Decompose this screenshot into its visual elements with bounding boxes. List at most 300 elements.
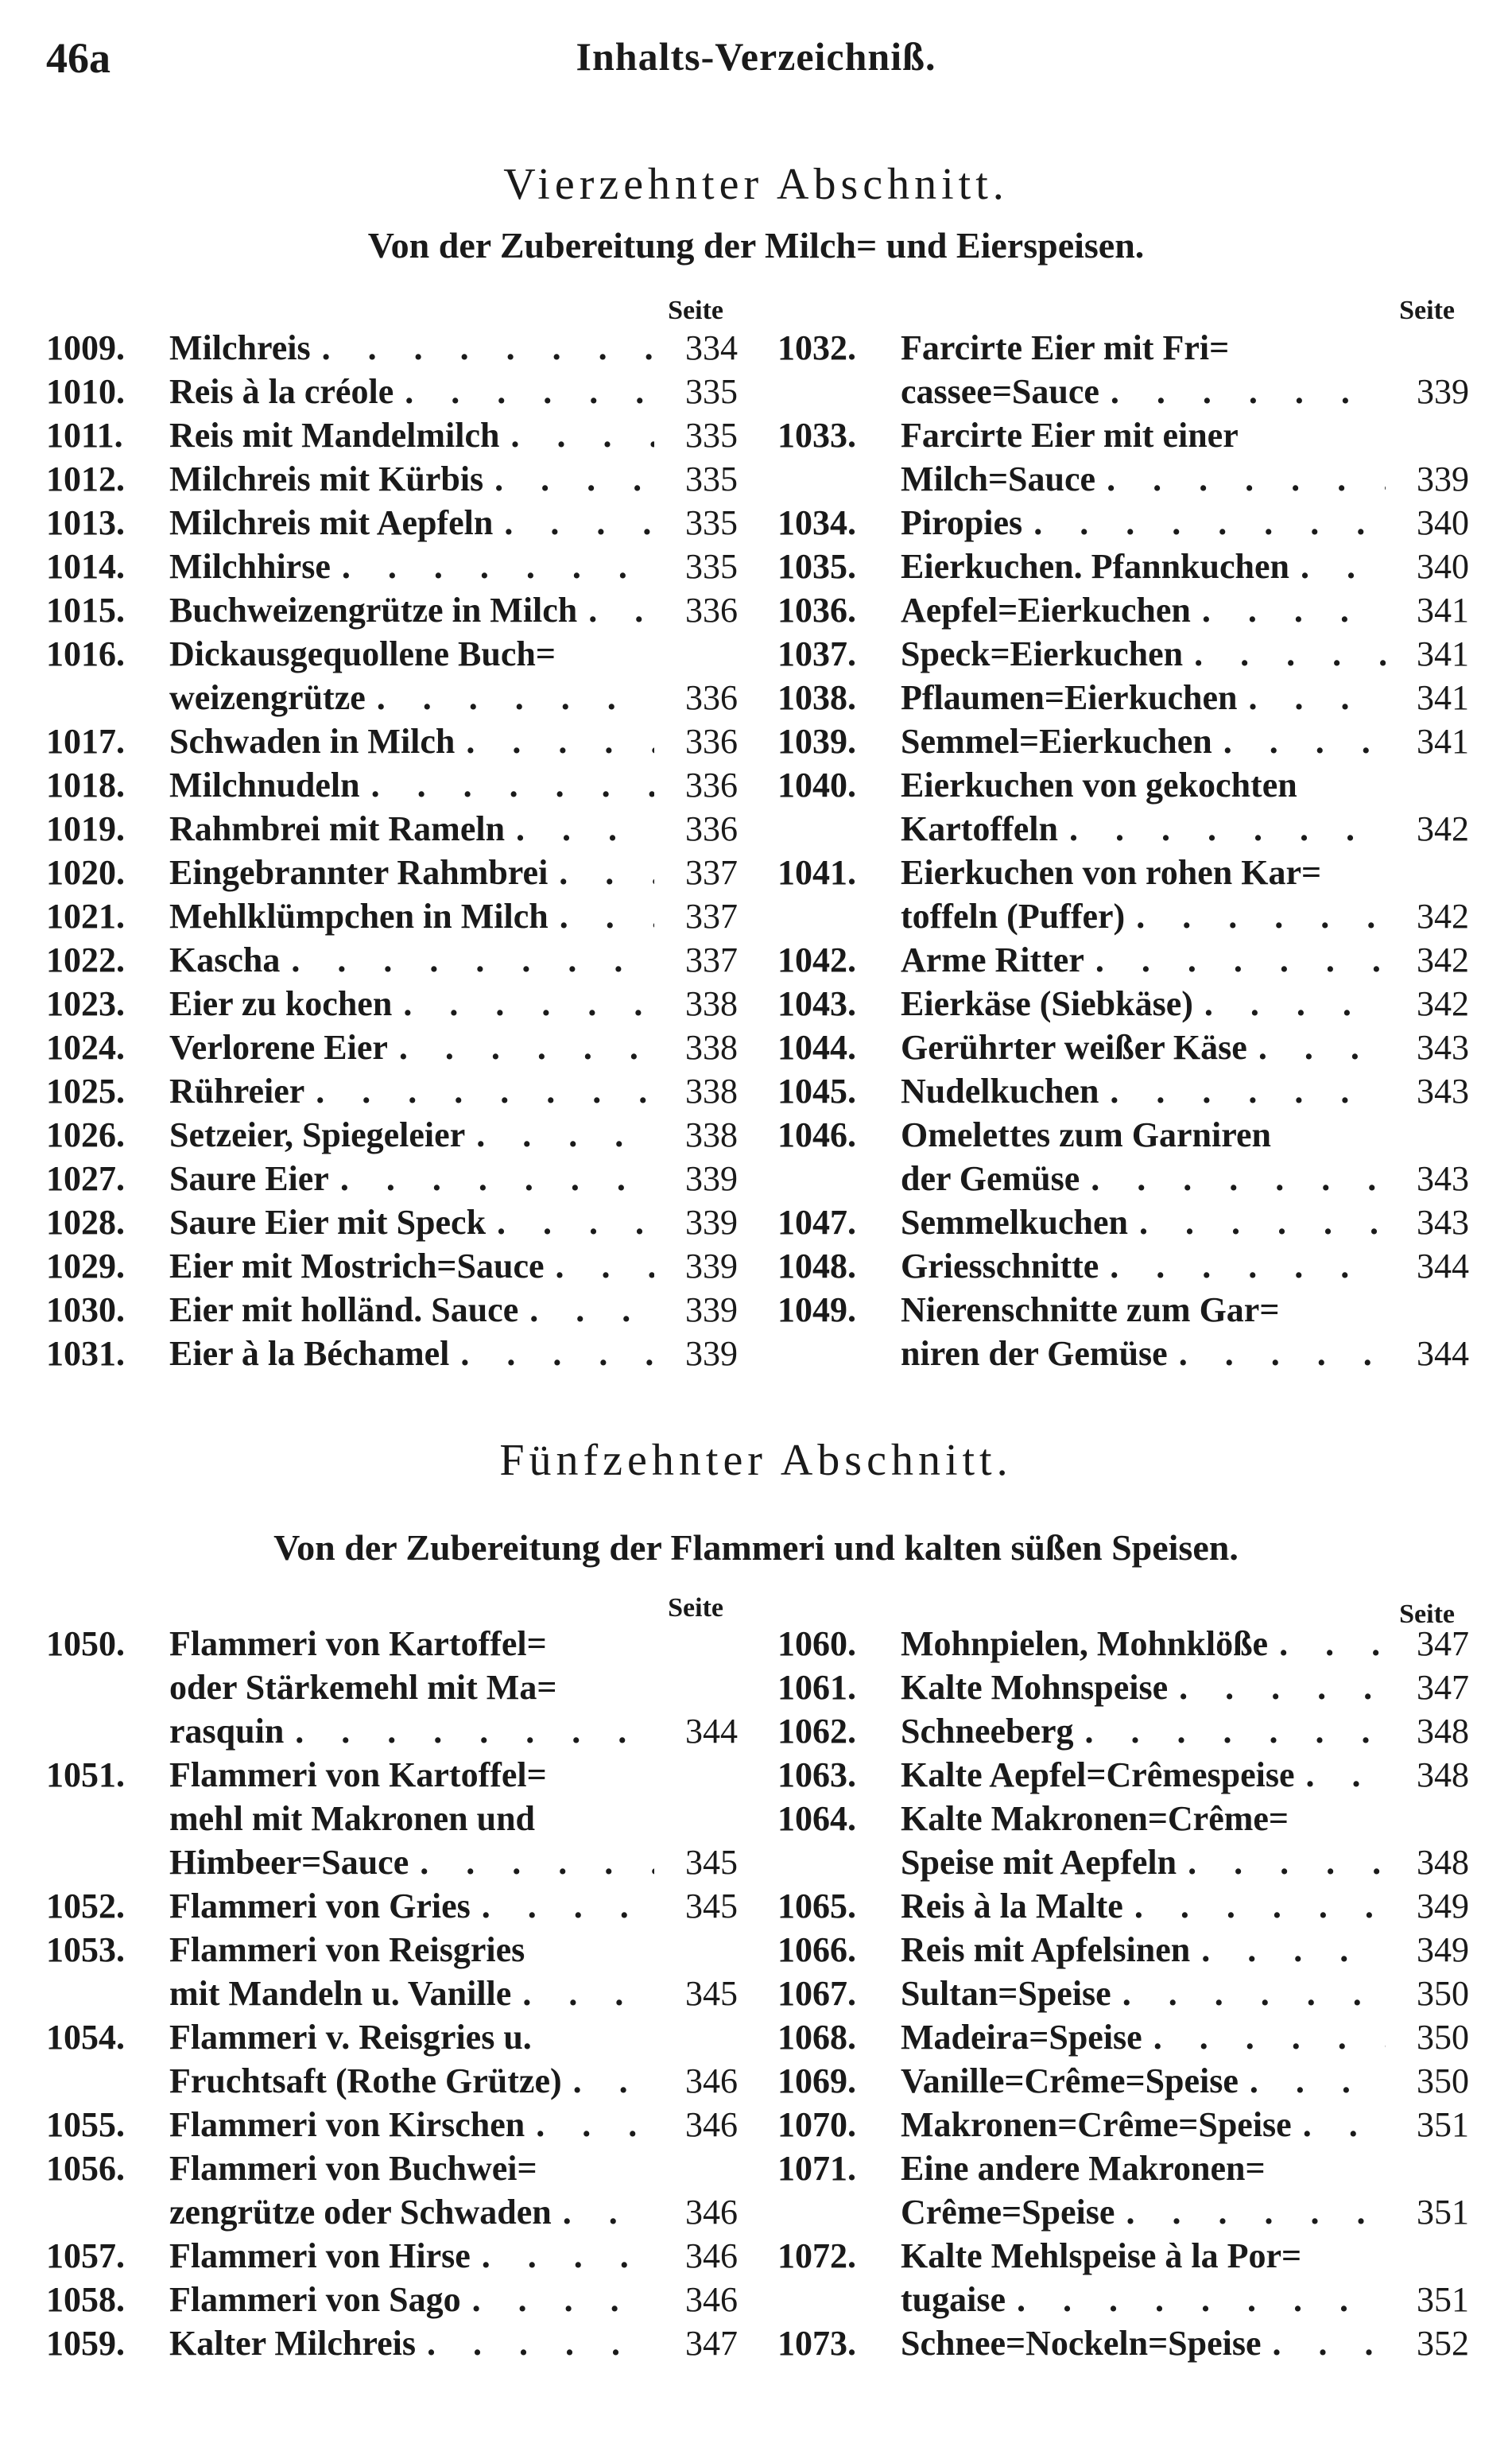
entry-title: Milchnudeln xyxy=(169,766,360,805)
entry-page: 347 xyxy=(1417,1624,1469,1663)
entry-number: 1065. xyxy=(777,1887,856,1925)
entry-title: Speck=Eierkuchen xyxy=(901,634,1184,673)
dot-leader xyxy=(1289,545,1386,588)
entry-page: 339 xyxy=(685,1334,738,1373)
entry-number: 1070. xyxy=(777,2105,856,2144)
entry-title: Flammeri von Sago xyxy=(169,2280,461,2319)
entry-number: 1036. xyxy=(777,591,856,630)
dot-leader xyxy=(280,938,654,982)
entry-title: Nierenschnitte zum Gar= xyxy=(901,1290,1280,1329)
entry-title: Rahmbrei mit Rameln xyxy=(169,809,506,848)
entry-title-wrap xyxy=(169,763,654,807)
entry-number: 1063. xyxy=(777,1755,856,1794)
dot-leader xyxy=(394,370,654,413)
entry-number: 1061. xyxy=(777,1668,856,1707)
entry-title-wrap xyxy=(169,1069,654,1113)
dot-leader xyxy=(1022,501,1386,545)
toc-entry-line xyxy=(777,1928,1469,1972)
entry-title: Milch=Sauce xyxy=(901,460,1096,498)
toc-entry xyxy=(777,2321,1469,2365)
toc-entry xyxy=(46,588,738,632)
toc-column-right xyxy=(777,326,1469,1375)
entry-title: Flammeri von Kartoffel= xyxy=(169,1624,547,1663)
dot-leader xyxy=(409,1840,654,1884)
toc-entry xyxy=(777,413,1469,501)
toc-entry xyxy=(46,1928,738,2015)
entry-title: der Gemüse xyxy=(901,1159,1080,1198)
toc-entry-line xyxy=(46,370,738,413)
page-column-label: Seite xyxy=(1399,296,1455,325)
entry-title-wrap xyxy=(901,2190,1386,2234)
entry-title: Vanille=Crême=Speise xyxy=(901,2061,1239,2100)
entry-number: 1045. xyxy=(777,1072,856,1111)
entry-page: 351 xyxy=(1417,2105,1469,2144)
entry-title: Semmel=Eierkuchen xyxy=(901,722,1212,761)
toc-entry-line xyxy=(777,1244,1469,1288)
toc-entry xyxy=(46,1884,738,1928)
entry-page: 351 xyxy=(1417,2193,1469,2232)
entry-title-wrap xyxy=(901,2059,1386,2103)
toc-entry-line xyxy=(46,1157,738,1200)
entry-title-wrap xyxy=(901,370,1386,413)
entry-number: 1046. xyxy=(777,1115,856,1154)
entry-title-wrap xyxy=(901,2278,1386,2321)
entry-number: 1016. xyxy=(46,634,125,673)
entry-page: 343 xyxy=(1417,1072,1469,1111)
entry-title-wrap xyxy=(901,1753,1386,1797)
toc-entry-line xyxy=(46,2321,738,2365)
entry-title-wrap xyxy=(901,1200,1386,1244)
entry-title: Kalter Milchreis xyxy=(169,2324,416,2363)
dot-leader xyxy=(1080,1157,1386,1200)
toc-entry-line xyxy=(46,1840,738,1884)
entry-page: 336 xyxy=(685,591,738,630)
toc-entry xyxy=(46,1288,738,1332)
toc-entry xyxy=(46,370,738,413)
entry-number: 1052. xyxy=(46,1887,125,1925)
entry-page: 339 xyxy=(685,1247,738,1286)
entry-page: 350 xyxy=(1417,2018,1469,2057)
toc-entry-line xyxy=(777,326,1469,370)
toc-entry-line xyxy=(777,1288,1469,1332)
entry-page: 340 xyxy=(1417,503,1469,542)
dot-leader xyxy=(329,1157,654,1200)
toc-entry-line xyxy=(777,1200,1469,1244)
entry-title-wrap xyxy=(169,545,654,588)
toc-column-left xyxy=(46,1622,738,2365)
dot-leader xyxy=(1058,807,1386,851)
entry-title-wrap xyxy=(169,2234,654,2278)
entry-number: 1035. xyxy=(777,547,856,586)
toc-entry-line xyxy=(777,851,1469,894)
entry-page: 335 xyxy=(685,460,738,498)
entry-title-wrap xyxy=(169,370,654,413)
entry-number: 1023. xyxy=(46,984,125,1023)
entry-title: Schneeberg xyxy=(901,1712,1074,1751)
entry-title-wrap xyxy=(901,2146,1386,2190)
toc-entry xyxy=(777,1753,1469,1797)
toc-entry-line xyxy=(46,1753,738,1797)
toc-entry-line xyxy=(777,1332,1469,1375)
entry-title: Eingebrannter Rahmbrei xyxy=(169,853,549,892)
entry-title-wrap xyxy=(169,1753,654,1797)
entry-title-wrap xyxy=(169,894,654,938)
toc-entry-line xyxy=(777,2278,1469,2321)
toc-entry xyxy=(777,1026,1469,1069)
entry-title-wrap xyxy=(169,1244,654,1288)
entry-title: Reis à la Malte xyxy=(901,1887,1123,1925)
section-15-subtitle: Von der Zubereitung der Flammeri und kalten süßen Speisen. xyxy=(273,1527,1239,1568)
entry-title: Mehlklümpchen in Milch xyxy=(169,897,549,936)
entry-title: Setzeier, Spiegeleier xyxy=(169,1115,466,1154)
entry-title: Milchhirse xyxy=(169,547,331,586)
entry-title-wrap xyxy=(169,1797,654,1840)
entry-title: mit Mandeln u. Vanille xyxy=(169,1974,512,2013)
toc-entry xyxy=(46,982,738,1026)
toc-entry-line xyxy=(777,2321,1469,2365)
toc-entry xyxy=(46,938,738,982)
entry-title-wrap xyxy=(901,1157,1386,1200)
toc-entry xyxy=(46,1332,738,1375)
dot-leader xyxy=(304,1069,654,1113)
toc-entry-line xyxy=(46,2059,738,2103)
entry-number: 1031. xyxy=(46,1334,125,1373)
toc-entry xyxy=(46,2146,738,2234)
entry-title: mehl mit Makronen und xyxy=(169,1799,536,1838)
entry-title: Dickausgequollene Buch= xyxy=(169,634,556,673)
entry-title: Schwaden in Milch xyxy=(169,722,456,761)
entry-number: 1053. xyxy=(46,1930,125,1969)
entry-title-wrap xyxy=(901,632,1386,676)
dot-leader xyxy=(1115,2190,1386,2234)
dot-leader xyxy=(1212,719,1386,763)
entry-title: niren der Gemüse xyxy=(901,1334,1168,1373)
toc-entry xyxy=(777,2059,1469,2103)
entry-page: 345 xyxy=(685,1843,738,1882)
toc-entry-line xyxy=(46,1666,738,1709)
dot-leader xyxy=(1099,1244,1386,1288)
entry-number: 1064. xyxy=(777,1799,856,1838)
entry-page: 335 xyxy=(685,416,738,455)
toc-entry-line xyxy=(777,1884,1469,1928)
entry-title: Rühreier xyxy=(169,1072,305,1111)
entry-title: Aepfel=Eierkuchen xyxy=(901,591,1191,630)
entry-title: Makronen=Crême=Speise xyxy=(901,2105,1292,2144)
entry-title: Flammeri von Buchwei= xyxy=(169,2149,537,2188)
entry-title: Eierkuchen. Pfannkuchen xyxy=(901,547,1289,586)
page-column-label: Seite xyxy=(1399,1600,1455,1629)
toc-entry-line xyxy=(777,1666,1469,1709)
toc-entry-line xyxy=(46,982,738,1026)
dot-leader xyxy=(486,1200,654,1244)
toc-entry xyxy=(46,632,738,719)
entry-page: 348 xyxy=(1417,1755,1469,1794)
toc-entry xyxy=(777,501,1469,545)
entry-page: 345 xyxy=(685,1974,738,2013)
toc-entry xyxy=(777,1928,1469,1972)
entry-page: 339 xyxy=(685,1290,738,1329)
toc-entry-line xyxy=(46,632,738,676)
entry-number: 1062. xyxy=(777,1712,856,1751)
toc-entry-line xyxy=(777,2015,1469,2059)
toc-entry xyxy=(46,1200,738,1244)
entry-page: 348 xyxy=(1417,1843,1469,1882)
entry-page: 352 xyxy=(1417,2324,1469,2363)
toc-entry xyxy=(777,938,1469,982)
entry-page: 339 xyxy=(1417,372,1469,411)
entry-number: 1030. xyxy=(46,1290,125,1329)
entry-page: 341 xyxy=(1417,678,1469,717)
toc-entry xyxy=(777,851,1469,938)
toc-entry-line xyxy=(46,938,738,982)
entry-title: Himbeer=Sauce xyxy=(169,1843,409,1882)
entry-title: tugaise xyxy=(901,2280,1006,2319)
entry-page: 348 xyxy=(1417,1712,1469,1751)
entry-page: 336 xyxy=(685,722,738,761)
entry-page: 349 xyxy=(1417,1887,1469,1925)
toc-entry-line xyxy=(46,1200,738,1244)
toc-entry xyxy=(777,1884,1469,1928)
entry-number: 1048. xyxy=(777,1247,856,1286)
entry-title: Saure Eier xyxy=(169,1159,329,1198)
entry-page: 336 xyxy=(685,809,738,848)
entry-number: 1043. xyxy=(777,984,856,1023)
toc-entry-line xyxy=(46,763,738,807)
entry-number: 1058. xyxy=(46,2280,125,2319)
toc-entry-line xyxy=(777,370,1469,413)
entry-page: 343 xyxy=(1417,1159,1469,1198)
entry-page: 335 xyxy=(685,503,738,542)
entry-number: 1066. xyxy=(777,1930,856,1969)
dot-leader xyxy=(552,2190,654,2234)
dot-leader xyxy=(1238,676,1386,719)
entry-title-wrap xyxy=(169,2059,654,2103)
toc-entry-line xyxy=(777,588,1469,632)
toc-entry xyxy=(46,1244,738,1288)
entry-page: 351 xyxy=(1417,2280,1469,2319)
dot-leader xyxy=(493,501,654,545)
entry-title-wrap xyxy=(901,2015,1386,2059)
entry-title: Fruchtsaft (Rothe Grütze) xyxy=(169,2061,562,2100)
entry-title: Reis mit Mandelmilch xyxy=(169,416,500,455)
entry-number: 1024. xyxy=(46,1028,125,1067)
entry-number: 1010. xyxy=(46,372,125,411)
entry-title-wrap xyxy=(901,1026,1386,1069)
toc-entry xyxy=(46,501,738,545)
entry-page: 350 xyxy=(1417,1974,1469,2013)
entry-title-wrap xyxy=(169,588,654,632)
toc-entry xyxy=(46,2234,738,2278)
running-head: Inhalts-Verzeichniß. xyxy=(576,34,936,79)
entry-title-wrap xyxy=(169,1622,654,1666)
toc-entry-line xyxy=(777,1709,1469,1753)
toc-entry-line xyxy=(777,457,1469,501)
dot-leader xyxy=(505,807,654,851)
entry-page: 346 xyxy=(685,2193,738,2232)
toc-entry-line xyxy=(46,1709,738,1753)
entry-number: 1009. xyxy=(46,328,125,367)
entry-title-wrap xyxy=(901,1666,1386,1709)
dot-leader xyxy=(449,1332,654,1375)
toc-entry-line xyxy=(46,719,738,763)
entry-page: 345 xyxy=(685,1887,738,1925)
dot-leader xyxy=(461,2278,654,2321)
entry-title: Reis à la créole xyxy=(169,372,394,411)
toc-entry-line xyxy=(777,1113,1469,1157)
toc-entry xyxy=(777,2146,1469,2234)
toc-entry xyxy=(777,1200,1469,1244)
toc-entry xyxy=(46,1113,738,1157)
entry-page: 344 xyxy=(685,1712,738,1751)
toc-entry xyxy=(777,763,1469,851)
entry-title-wrap xyxy=(169,2190,654,2234)
entry-title: Eierkuchen von rohen Kar= xyxy=(901,853,1322,892)
entry-page: 338 xyxy=(685,1072,738,1111)
dot-leader xyxy=(1183,632,1386,676)
entry-page: 346 xyxy=(685,2061,738,2100)
entry-title: Omelettes zum Garniren xyxy=(901,1115,1271,1154)
dot-leader xyxy=(1111,1972,1386,2015)
toc-entry-line xyxy=(777,2190,1469,2234)
dot-leader xyxy=(1006,2278,1386,2321)
toc-entry-line xyxy=(777,2234,1469,2278)
entry-title: Speise mit Aepfeln xyxy=(901,1843,1177,1882)
entry-number: 1033. xyxy=(777,416,856,455)
entry-page: 342 xyxy=(1417,940,1469,979)
toc-column-right xyxy=(777,1622,1469,2365)
entry-title-wrap xyxy=(901,1797,1386,1840)
toc-entry-line xyxy=(777,545,1469,588)
entry-number: 1056. xyxy=(46,2149,125,2188)
dot-leader xyxy=(1193,982,1386,1026)
entry-title: Flammeri v. Reisgries u. xyxy=(169,2018,532,2057)
dot-leader xyxy=(483,457,654,501)
entry-number: 1018. xyxy=(46,766,125,805)
dot-leader xyxy=(1191,588,1386,632)
toc-entry xyxy=(46,851,738,894)
entry-title-wrap xyxy=(169,1113,654,1157)
toc-entry xyxy=(46,1026,738,1069)
dot-leader xyxy=(1177,1840,1386,1884)
entry-title: Flammeri von Kirschen xyxy=(169,2105,525,2144)
toc-entry-line xyxy=(46,1244,738,1288)
toc-entry-line xyxy=(46,2103,738,2146)
entry-title: Milchreis xyxy=(169,328,311,367)
toc-entry-line xyxy=(46,1113,738,1157)
entry-number: 1054. xyxy=(46,2018,125,2057)
entry-title-wrap xyxy=(169,1709,654,1753)
entry-page: 339 xyxy=(1417,460,1469,498)
entry-title-wrap xyxy=(901,2103,1386,2146)
entry-title: Eine andere Makronen= xyxy=(901,2149,1266,2188)
entry-number: 1027. xyxy=(46,1159,125,1198)
entry-title-wrap xyxy=(169,2278,654,2321)
entry-title: Mohnpielen, Mohnklöße xyxy=(901,1624,1269,1663)
entry-number: 1032. xyxy=(777,328,856,367)
entry-page: 344 xyxy=(1417,1334,1469,1373)
entry-title-wrap xyxy=(169,501,654,545)
entry-page: 341 xyxy=(1417,722,1469,761)
dot-leader xyxy=(1099,1069,1386,1113)
toc-entry-line xyxy=(46,545,738,588)
entry-page: 341 xyxy=(1417,634,1469,673)
toc-entry-line xyxy=(46,1972,738,2015)
toc-entry-line xyxy=(777,413,1469,457)
toc-entry xyxy=(46,1753,738,1884)
entry-title-wrap xyxy=(169,326,654,370)
dot-leader xyxy=(1268,1622,1386,1666)
entry-title: Buchweizengrütze in Milch xyxy=(169,591,578,630)
entry-title-wrap xyxy=(901,1113,1386,1157)
toc-entry-line xyxy=(46,2234,738,2278)
entry-page: 343 xyxy=(1417,1028,1469,1067)
dot-leader xyxy=(1099,370,1386,413)
toc-entry-line xyxy=(777,1157,1469,1200)
toc-entry-line xyxy=(46,2015,738,2059)
toc-entry xyxy=(46,719,738,763)
entry-page: 342 xyxy=(1417,809,1469,848)
entry-title-wrap xyxy=(901,719,1386,763)
entry-number: 1028. xyxy=(46,1203,125,1242)
entry-page: 337 xyxy=(685,940,738,979)
entry-title: Nudelkuchen xyxy=(901,1072,1099,1111)
toc-entry-line xyxy=(46,894,738,938)
dot-leader xyxy=(1084,938,1386,982)
dot-leader xyxy=(1292,2103,1386,2146)
entry-number: 1067. xyxy=(777,1974,856,2013)
toc-entry-line xyxy=(777,938,1469,982)
entry-page: 349 xyxy=(1417,1930,1469,1969)
entry-page: 336 xyxy=(685,766,738,805)
entry-number: 1068. xyxy=(777,2018,856,2057)
entry-number: 1039. xyxy=(777,722,856,761)
entry-page: 347 xyxy=(1417,1668,1469,1707)
toc-entry xyxy=(46,2321,738,2365)
entry-title-wrap xyxy=(169,2146,654,2190)
dot-leader xyxy=(1247,1026,1386,1069)
entry-number: 1026. xyxy=(46,1115,125,1154)
toc-entry-line xyxy=(777,719,1469,763)
dot-leader xyxy=(284,1709,654,1753)
entry-number: 1034. xyxy=(777,503,856,542)
entry-page: 338 xyxy=(685,984,738,1023)
toc-entry-line xyxy=(777,807,1469,851)
entry-number: 1029. xyxy=(46,1247,125,1286)
dot-leader xyxy=(500,413,654,457)
dot-leader xyxy=(1168,1666,1386,1709)
dot-leader xyxy=(392,982,654,1026)
entry-number: 1017. xyxy=(46,722,125,761)
toc-entry-line xyxy=(777,1069,1469,1113)
entry-number: 1015. xyxy=(46,591,125,630)
toc-entry xyxy=(777,1113,1469,1200)
section-14-title: Vierzehnter Abschnitt. xyxy=(503,160,1009,209)
toc-entry xyxy=(777,1797,1469,1884)
entry-title: Farcirte Eier mit Fri= xyxy=(901,328,1230,367)
entry-title-wrap xyxy=(169,851,654,894)
dot-leader xyxy=(1294,1753,1386,1797)
toc-entry xyxy=(777,1069,1469,1113)
entry-page: 347 xyxy=(685,2324,738,2363)
toc-entry-line xyxy=(46,501,738,545)
dot-leader xyxy=(549,894,654,938)
toc-entry xyxy=(777,982,1469,1026)
entry-title-wrap xyxy=(169,1884,654,1928)
entry-page: 346 xyxy=(685,2236,738,2275)
entry-title-wrap xyxy=(169,1666,654,1709)
entry-title: Kalte Mohnspeise xyxy=(901,1668,1169,1707)
toc-entry xyxy=(777,1288,1469,1375)
